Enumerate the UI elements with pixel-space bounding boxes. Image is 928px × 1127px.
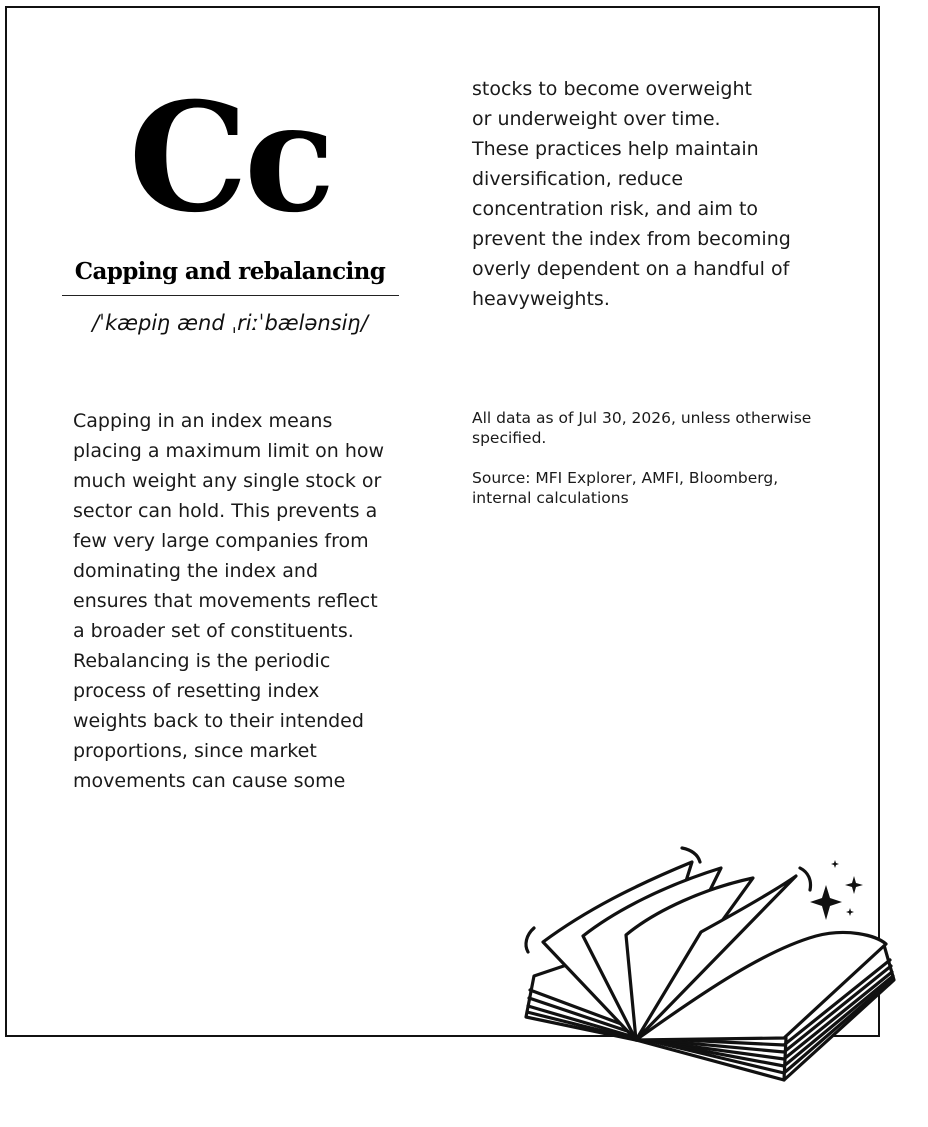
definition-line: much weight any single stock or	[73, 470, 382, 492]
definition-line: ensures that movements reflect	[73, 590, 378, 612]
definition-line: concentration risk, and aim to	[472, 198, 759, 220]
definition-line: Rebalancing is the periodic	[73, 650, 331, 672]
pronunciation: /ˈkæpiŋ ænd ˌriːˈbælənsiŋ/	[92, 311, 368, 335]
note-line: internal calculations	[472, 489, 629, 507]
definition-line: stocks to become overweight	[472, 78, 752, 100]
definition-line: weights back to their intended	[73, 710, 364, 732]
divider	[62, 295, 399, 296]
term-title: Capping and rebalancing	[74, 258, 386, 285]
open-book-icon	[516, 840, 901, 1090]
definition-line: proportions, since market	[73, 740, 317, 762]
definition-line: a broader set of constituents.	[73, 620, 354, 642]
definition-line: overly dependent on a handful of	[472, 258, 790, 280]
definition-line: few very large companies from	[73, 530, 369, 552]
note-line: specified.	[472, 429, 547, 447]
data-notes	[472, 408, 852, 528]
definition-line: diversification, reduce	[472, 168, 684, 190]
definition-line: These practices help maintain	[472, 138, 759, 160]
definition-line: prevent the index from becoming	[472, 228, 791, 250]
definition-line: placing a maximum limit on how	[73, 440, 385, 462]
definition-line: dominating the index and	[73, 560, 319, 582]
sparkle-icon	[810, 860, 863, 920]
source-note	[472, 468, 852, 508]
data-as-of-note	[472, 408, 852, 448]
note-line: Source: MFI Explorer, AMFI, Bloomberg,	[472, 469, 779, 487]
definition-line: process of resetting index	[73, 680, 320, 702]
definition-line: heavyweights.	[472, 288, 610, 310]
glossary-letter: Cc	[128, 70, 332, 246]
definition-column-right	[472, 74, 832, 314]
definition-line: movements can cause some	[73, 770, 346, 792]
note-line: All data as of Jul 30, 2026, unless otherwise	[472, 409, 812, 427]
definition-line: Capping in an index means	[73, 410, 333, 432]
definition-column-left	[73, 406, 418, 796]
definition-line: sector can hold. This prevents a	[73, 500, 378, 522]
definition-line: or underweight over time.	[472, 108, 721, 130]
